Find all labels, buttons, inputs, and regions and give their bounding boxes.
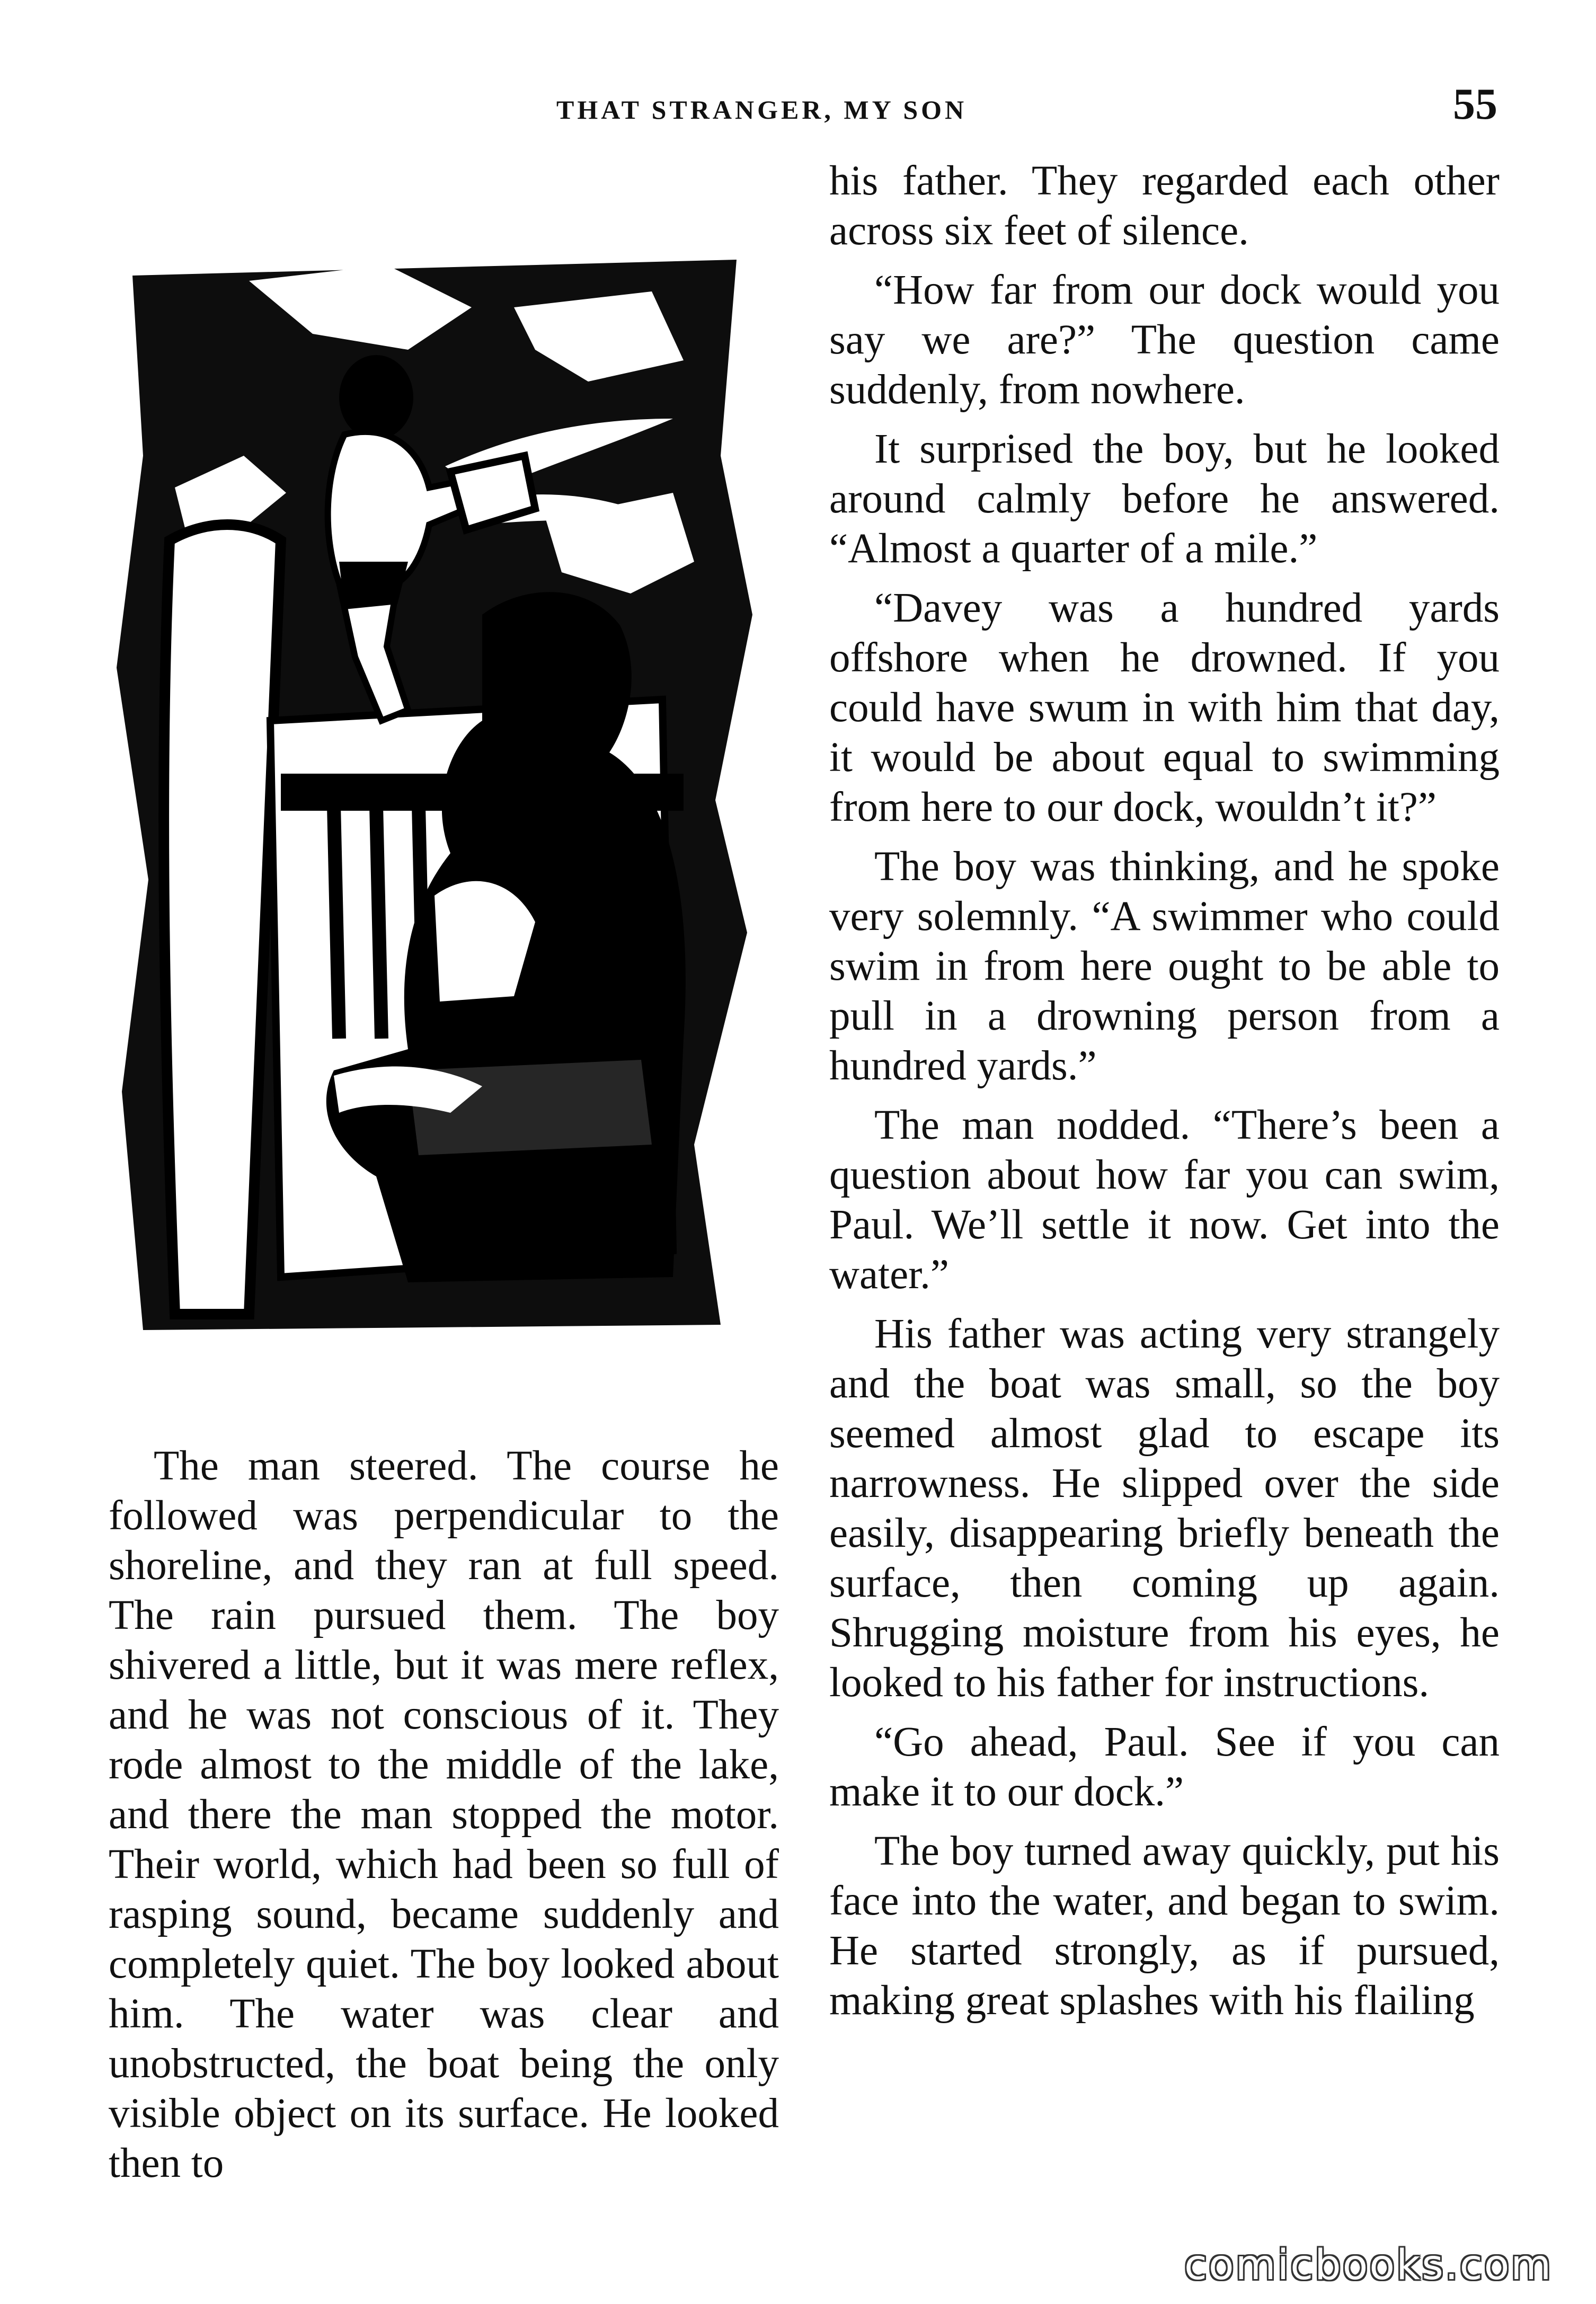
left-text-column — [109, 1441, 779, 2188]
left-paragraph: The man steered. The course he followed was perpendicular to the shoreline, and they ran at full speed. The rain pursued them. The boy shivered a little, but it was mere reflex, and he was not conscious of it. They rode almost to the middle of the lake, and there the man stopped the motor. Their world, which had been so full of rasping sound, became suddenly and completely quiet. The boy looked about him. The water was clear and unobstructed, the boat being the only visible object on its surface. He looked then to — [109, 1443, 779, 2186]
right-paragraph: “Davey was a hundred yards offshore when he drowned. If you could have swum in with him that day, it would be about equal to swimming from here to our dock, wouldn’t it?” — [829, 585, 1500, 830]
right-continuation-paragraph: his father. They regarded each other across six feet of silence. — [829, 158, 1500, 254]
right-paragraph: “Go ahead, Paul. See if you can make it to our dock.” — [829, 1719, 1500, 1815]
boy-bailing-water-in-boat-illustration-icon — [111, 244, 763, 1341]
right-paragraph: “How far from our dock would you say we are?” The question came suddenly, from nowhere. — [829, 267, 1500, 413]
right-paragraph: The man nodded. “There’s been a question about how far you can swim, Paul. We’ll settle it now. Get into the water.” — [829, 1102, 1500, 1298]
right-paragraph: His father was acting very strangely and the boat was small, so the boy seemed almost glad to escape its narrowness. He slipped over the side easily, disappearing briefly beneath the surface, then coming up again. Shrugging moisture from his eyes, he looked to his father for instructions. — [829, 1311, 1500, 1706]
right-paragraph: The boy was thinking, and he spoke very solemnly. “A swimmer who could swim in from here ought to be able to pull in a drowning person from a hundred yards.” — [829, 844, 1500, 1089]
right-paragraph: The boy turned away quickly, put his face into the water, and began to swim. He started strongly, as if pursued, making great splashes with his flailing — [829, 1828, 1500, 2024]
watermark: comicbooks.com — [1184, 2241, 1553, 2289]
right-paragraph: It surprised the boy, but he looked around calmly before he answered. “Almost a quarter of a mile.” — [829, 426, 1500, 572]
page-number: 55 — [1453, 79, 1497, 129]
running-head: THAT STRANGER, MY SON — [556, 95, 968, 125]
right-text-column — [829, 156, 1500, 2026]
